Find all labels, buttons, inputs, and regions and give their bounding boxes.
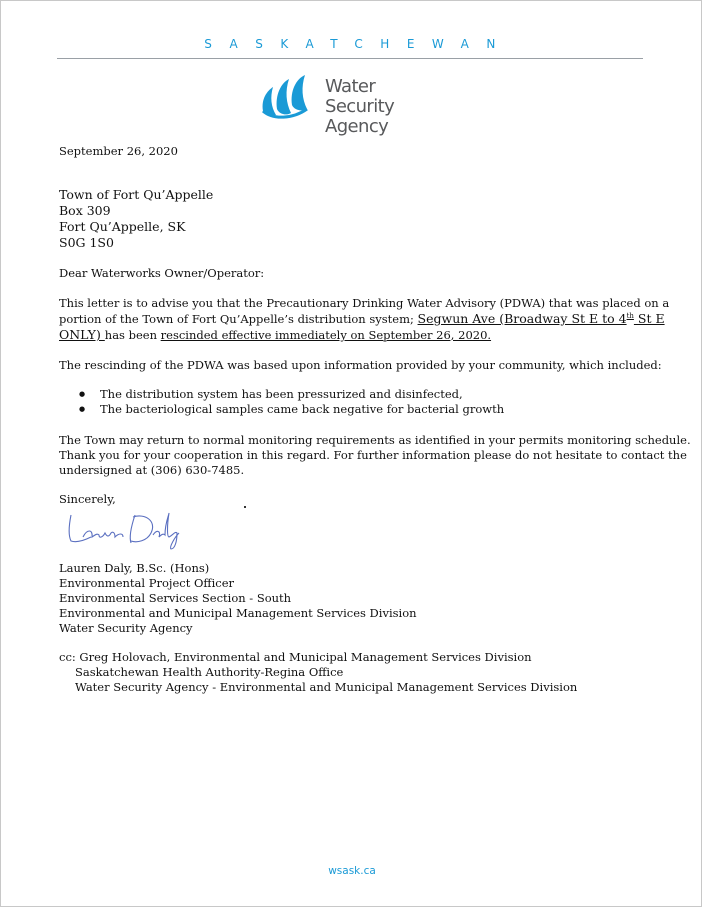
para1-line3 bbox=[59, 327, 491, 343]
recipient-line2: Box 309 bbox=[59, 203, 111, 218]
para1-line1: This letter is to advise you that the Precautionary Drinking Water Advisory (PDWA) that was placed on a bbox=[59, 296, 670, 310]
agency-name bbox=[325, 77, 449, 137]
water-security-agency-logo bbox=[259, 73, 449, 137]
agency-name-line1: Water Security bbox=[325, 76, 395, 117]
letter-date: September 26, 2020 bbox=[59, 144, 178, 158]
para3-line2: Thank you for your cooperation in this regard. For further information please do not hesitate to contact the bbox=[59, 448, 687, 462]
closing: Sincerely, bbox=[59, 492, 116, 506]
recipient-line1: Town of Fort Qu’Appelle bbox=[59, 187, 214, 202]
para1-line2-plain: portion of the Town of Fort Qu’Appelle’s distribution system; bbox=[59, 312, 418, 326]
location-sup: th bbox=[626, 312, 634, 320]
para3-line3: undersigned at (306) 630-7485. bbox=[59, 463, 245, 477]
water-drops-logo-icon bbox=[259, 73, 323, 125]
recipient-line4: S0G 1S0 bbox=[59, 235, 114, 250]
footer-website: wsask.ca bbox=[328, 865, 376, 877]
cc-line1: cc: Greg Holovach, Environmental and Municipal Management Services Division bbox=[59, 650, 532, 664]
para2: The rescinding of the PDWA was based upon information provided by your community, which included: bbox=[59, 358, 662, 372]
province-banner: SASKATCHEWAN bbox=[204, 37, 513, 51]
recipient-line3: Fort Qu’Appelle, SK bbox=[59, 219, 186, 234]
signatory-section: Environmental Services Section - South bbox=[59, 591, 292, 605]
para1-line2 bbox=[59, 311, 665, 327]
para1-line3-plain: has been bbox=[104, 328, 161, 342]
location-c: ONLY) bbox=[59, 327, 105, 342]
agency-name-line2: Agency bbox=[325, 116, 389, 137]
location-a: Segwun Ave (Broadway St E to 4 bbox=[417, 311, 627, 326]
signatory-division: Environmental and Municipal Management Services Division bbox=[59, 606, 417, 620]
signatory-name: Lauren Daly, B.Sc. (Hons) bbox=[59, 561, 210, 575]
handwritten-signature bbox=[65, 507, 185, 555]
header-rule bbox=[57, 58, 643, 59]
rescinded-text: rescinded effective immediately on September 26, 2020. bbox=[160, 328, 492, 342]
salutation: Dear Waterworks Owner/Operator: bbox=[59, 266, 265, 280]
signatory-title: Environmental Project Officer bbox=[59, 576, 234, 590]
bullet-list bbox=[77, 387, 504, 417]
para3-line1: The Town may return to normal monitoring requirements as identified in your permits monitoring schedule. bbox=[59, 433, 691, 447]
cc-line2: Saskatchewan Health Authority-Regina Office bbox=[75, 665, 344, 679]
bullet-item-1: ● The distribution system has been pressurized and disinfected, bbox=[77, 387, 504, 402]
cc-line3: Water Security Agency - Environmental and Municipal Management Services Division bbox=[75, 680, 578, 694]
location-b: St E bbox=[633, 311, 665, 326]
stray-mark bbox=[244, 506, 246, 508]
bullet-item-2: ● The bacteriological samples came back negative for bacterial growth bbox=[77, 402, 504, 417]
signatory-agency: Water Security Agency bbox=[59, 621, 193, 635]
